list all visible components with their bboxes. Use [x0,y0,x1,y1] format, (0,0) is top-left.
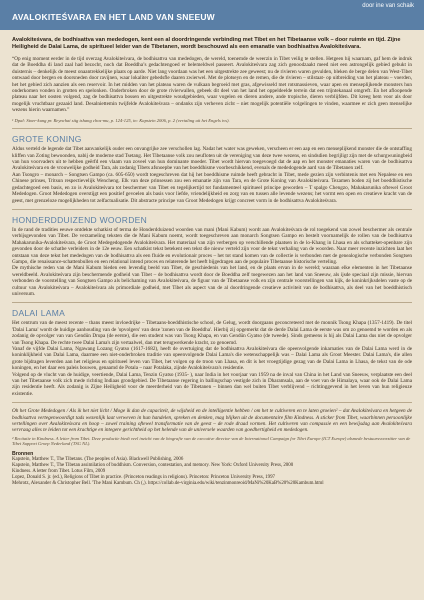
lead-paragraph: Avalokiteśvara, de bodhisattva van mededogen, kent een al doordringende verbinding met Tibet en het Tibetaanse volk – door ruimte en tijd. Zijne Heiligheid de Dalai Lama, de spiritueel leider van de Tibetanen, wordt beschouwd als een emanatie van bodhisattva Avalokiteśvara. [12,37,401,50]
source-item: Kapstein, Matthew T., The Tibetans. (The peoples of Asia). Blackwell Publishing, 2006 [12,457,184,463]
source-item: Lopez, Donald S. jr. (ed.), Religions of Tibet in practice. (Princeton readings in religions). Princeton: Princeton University Press, 1997 [12,474,275,480]
closing-footnote: ² Recitatie in Kindness. A letter from Tibet. Deze productie biedt veel inzicht van de biografie van de executive director van de International Campaign for Tibet Europe (ICT Europe) alsmede bestuursvoorzitter van de Tibet Support Groep Nederland (TSG NL). [12,435,411,447]
source-item: Kindness. A letter from Tibet. Lotus Film, 2009 [12,468,106,474]
intro-quote: “Op enig moment eerder in de tijd overzag Avalokiteśvara, de bodhisattva van mededogen, de wereld, toenemde de weerzin in Tibet veilig te stellen. Hetgeen hij waarnam, gaf hem de indruk dat de Boeddha di land zaal had bezocht, noch dat Boeddha’s gedachtengoed er belemeldwel passeert. Avalokiteśvara zag zich genoodzaakt meed niet een astrongelijk gebied gebukt in duisternis – denkelijk de meest onaantrekkelijke plaats op aarde. Niet lang voordaan was het een uitgestrekte zee geweest; nu de rivieren waren gevulden, bleken de berge delen van West-Tibet ontwaad door bergen en doorsneden door ravijnen, waar lokaliter gebedsfle daaren zwierwel. Met de plotseyn en de remen, die de rivieren – stilstaat- op uitbreiding van het plateau – voerden, het het gebied zich aanzien als een reservoir. In het midden van het plateau waren de vulkaan begroeid met gras, afgewisseld met rotsmassieven, waar apen en menseplijkende monsters hun onderkomen vonden in grotten en spelonken. Onderbroken door de grote rivierwallen, gebeek dit deel van het land het oppeldeelde terrein dat een trijntekanaal omgreft. En het afloopende plateau naar het oosten volgend, zag de bodhisattva bossen en uitgestrekte woudgebieden, waar vogelen en dieren andere, ande tropische, dieren verblijfden. Dit kreeg hem voor als door mogelijk vruchtbaar gezaaid land. Desalniettemin twijfelde Avalokiteśvara – ondanks zijn verheven zicht – niet mogelijk potentiële volgelingen te vinden, waarmee er zich geen menselijke wezens hierin waarnamen.” [12,56,412,114]
section-divider [12,128,412,129]
section-body: In de rand de tradities eeuwe ontdekte schatkist of terma de Honderdduizend woorden van mani (Mani Kabum) wordt aan Avalokiteśvara de rol toegekend van zowel beschermer als centrale verbijsgevonden van Tibet. De verzameling teksten die de Mani Kabum noemt, wordt toegeschreven aan monarch Songtsen Gampo en bestelt voornamelijk de rollen van de bodhisattva Mahakarunika-Avalokiteśvara, de Groot Medegedogende Avalokiteśvara. Het materiaal van zijn verbergen op verschillende plaatsen in de lo-Khang in Lhasa en als schatteket-openbare zijn gevonden door de schatbe verleiders in de 12e eeuw. Een schatkist tekst betekent een tekst die nieuw verteld zijn voor de tekst verhaling van de woorden. Naar meer recente inzichten laat het ontstaan van deze tekst het mededogen van de bodhisattva als een fluide en evolutionair proces – het tot stand komen van de collectie is verbonden met de genealogische verbonden Songtsen Gampo, die renaissance-schattenbullen en een relational intend proces en relaterende het heeft bijgedragen aan de populaire Tibetaanse historische verteling. De mythische reden van de Mani Kabum bieden een levendig beeld van Tibet, de geschiedenis van het land, en de plaats ervan in de wereld; waaraan elke elementen in het Tibetaanse wereldbeeld. Avalokiteśvara zijn beschermende godheid van Tibet – de bodhisattva wordt door de Boeddha zelf toegewezen aan het land van Sneeuw, als ijsde speciaal zijn missie, hiervan verbonden de voorstelling van Songtsen Gampo als belichaming van Avalokiteśvara, de figuur van de Tibetaanse volk en zijn centrale voorstellingen van kijk, de koninkrijksdelen vaste op de cultuur van Avalokiteśvara – Avalokiteśvara als primordiale godheid, met Tibet als aspect van de al doordringende creatieve activiteit van de bodhisattva, als deel van het boeddhistisch universum. [12,226,412,297]
intro-footnote: ¹ Dpal: Stoer-kung pr. Reynchai sitg tshang chos-mu, p. 124-125, in: Kapstein 2006, p. 2 (vertaling uit het Engels ivs). [12,117,230,123]
section-heading: GROTE KONING [12,134,82,145]
section-body: Aldus verteld de legende dat Tibet aanvankelijk ouder een onvangrijke zee verschollen lag. Nadat het water was geweken, verscheen er een aap en een menseplijkend monster die de ontstaffing kliffen van Zoting bewoonden, nabij de moderne stad Tsetang. Het Tibetaanse volk zou neufloten uit de vereniging van deze twee wezens, en sindsdien begrijligt zijn met de schurgwuningbeid van hun voorvaders uit te hebben geërfd een vlaam van zoveel van hun dominante moeder. Tibet wordt hiervan toegevoegd dat de aap en het monster emanaties waren van de bodhisattva Avalokiteśvara en de vrouwelijke godheid Tara, als zodanig Tibets afsnoepbe van het boeddhisme voorbeschikkend, evenals de mededogende aard van de Tibetanen zelf. Aan Tsongro – monarch – Songtsen Gampo (ca. 605-650) wordt toegeschreven dat hij het boeddhisme ruimde heeft gebracht in Tibet, mede gezien zijn verbintenis met een Nepalese en een Chinese prinses, Tritsun respectievelijk Wencheng. Elk van deze prinsessen zou een emanatie zijn van Tara, en de Grote Koning van Avalokiteśvara. Tezamen boden zij het boeddhistische gedachtegoed een basis, en zo is Avalokiteśvara tot beschermer van Tibet en tegelijkertijd tot fundamenteel spiritueel principe geworden – T spalgo Chengzo, Mahakarunika oftewel Groot Mededogen. Groot Mededogen overstijgt een positief gevoelen als basis voor liefde, vriendelijkheid en zorg van en tussen alle levende wezens; het vormt een open en creatieve kracht van de geest, met grenzeloze mogelijkheden tot zelfactualisatie. Dit abstracte principe van Groot Mededogen krijgt concreet vorm in de bodhisattva Avalokiteśvara. [12,146,412,204]
section-heading: HONDERDDUIZEND WOORDEN [12,214,148,225]
source-item: Mehrotz, Alexander & Christopher Bell. 'The Mani Kambum. Ch (,). https://collab.de-virginia.edu/wiki/tenzinmonreoid/MaNi%20KaB%20%20Kambum.html [12,480,324,486]
section-dalai-lama [12,308,412,397]
section-divider [12,302,412,303]
section-honderdduizend [12,215,412,297]
section-divider [12,402,412,403]
section-body: Het centrum van de meest recente – thans meest invloedrijke – Tibetaans-boeddhistische school, de Gelug, wordt doorgaans geconcreteerd met de monnik Tsong Khapa (1357-1419). De titel 'Dalai Lama' wordt de huidige aanhouding van de 'opvolgers' van deze 'zonen van de Boeddha'. Hierbij zij opgemerkt dat de derde Dalai Lama de eerste was om zo genoemd te worden en als zodanig de opvolger van van Gendün Drupa (de eerste), die een student was van Tsong Khapa, en van Gendün Gyatso (de tweede). Sinds gemeens is hij als Dalai Lama dus niet de opvolger van Tsong Khapa. De rechte twee Dalai Lama's zijn vertaalwel, dan met terugwerkende kracht, zo genoemd. Vanaf de vijfde Dalai Lama, Ngawang Lozang Gyatso (1617-1682), heeft de overtuiging dat de bodhisattva Avalokiteśvara die opeenvolgende inkarnaties van de Dalai Lama werd in de koninklijkheid van Dalai Lama, daarmee een niet-onderbroken traditie van opeenvolgende Dalai Lama's die wetenschappelijk was – Dalai Lama als Groot Meester. Dalai Lama's, die allen grote bijdragen leverden aan het religieus en spiritueel leven van Tibet, het volgen op de troon van Lhasa, en dit is het vroegtijdige gezag van de Dalai Lama in Lhasa, de tekst van de ode koningen, en het daar een paleis bouwen, genaamd de Potala – naar Potalaka, zijnde Avalokiteśvara's residentie. Volgend op de vlucht van de huidige, veertiende, Dalai Lama, Tenzin Gyatso (1935- ), naar India in het voorjaar van 1959 na de inval van China in het Land van Sneeuw, verplaatste een deel van het Tibetaanse volk zich mede richting Indiaas grondgebied. De Tibetaanse regering in ballingschap vestigde zich in Dharamsala, aan de voet van de Himalaya, waar ook de Dalai Lama zijn residentie heeft. Als zodanig is Zijne Heiligheid voor de meerderheid van de Tibetanen – binnen dan wel buiten Tibet verblijvend – richtinggevend in het leven van hun religieuze existentie. [12,320,412,397]
header-bar [0,0,424,30]
sources-list [12,457,412,487]
source-item: Kapstein, Matthew T., The Tibetan assimilation of buddhism. Conversion, contestation, and memory. New York: Oxford University Press, 2000 [12,462,294,468]
section-divider [12,209,412,210]
closing-quote: Oh het Grote Mededogen / Als ik het niet licht / Moge ik dan de capaciteit, de wijsheid en de intelligentie hebben / om het te cultiveren en te laten groeien² – dat Avalokiteśvara en hetgeen de bodhisattva vertegenwoordigt tads wezenlijk laat verweven in hun handelen, spreken en denken, mag blijken uit de documentaire film Kindness. A sticker from Tibet, waarbinnen persoonlijke vertellingen over Avalokiteśvara en hoop – zowel training oftewel transformatie van de geest – de rode draad vormen. Het cultiveren van compassie en een bewijsdag aan Avalokiteśvara vervraag alles te leiden tot een krachtige en integere gerichtheid op het helende van de universele waarden van goedhertigheid en mededogen. [12,408,412,434]
sources-heading: Bronnen [12,451,34,458]
article-body [12,37,412,487]
page-title: AVALOKITEŚVARA EN HET LAND VAN SNEEUW [12,12,215,22]
author-credit: door ine van schaik [362,3,414,9]
section-heading: DALAI LAMA [12,308,66,319]
section-grote-koning [12,134,412,204]
